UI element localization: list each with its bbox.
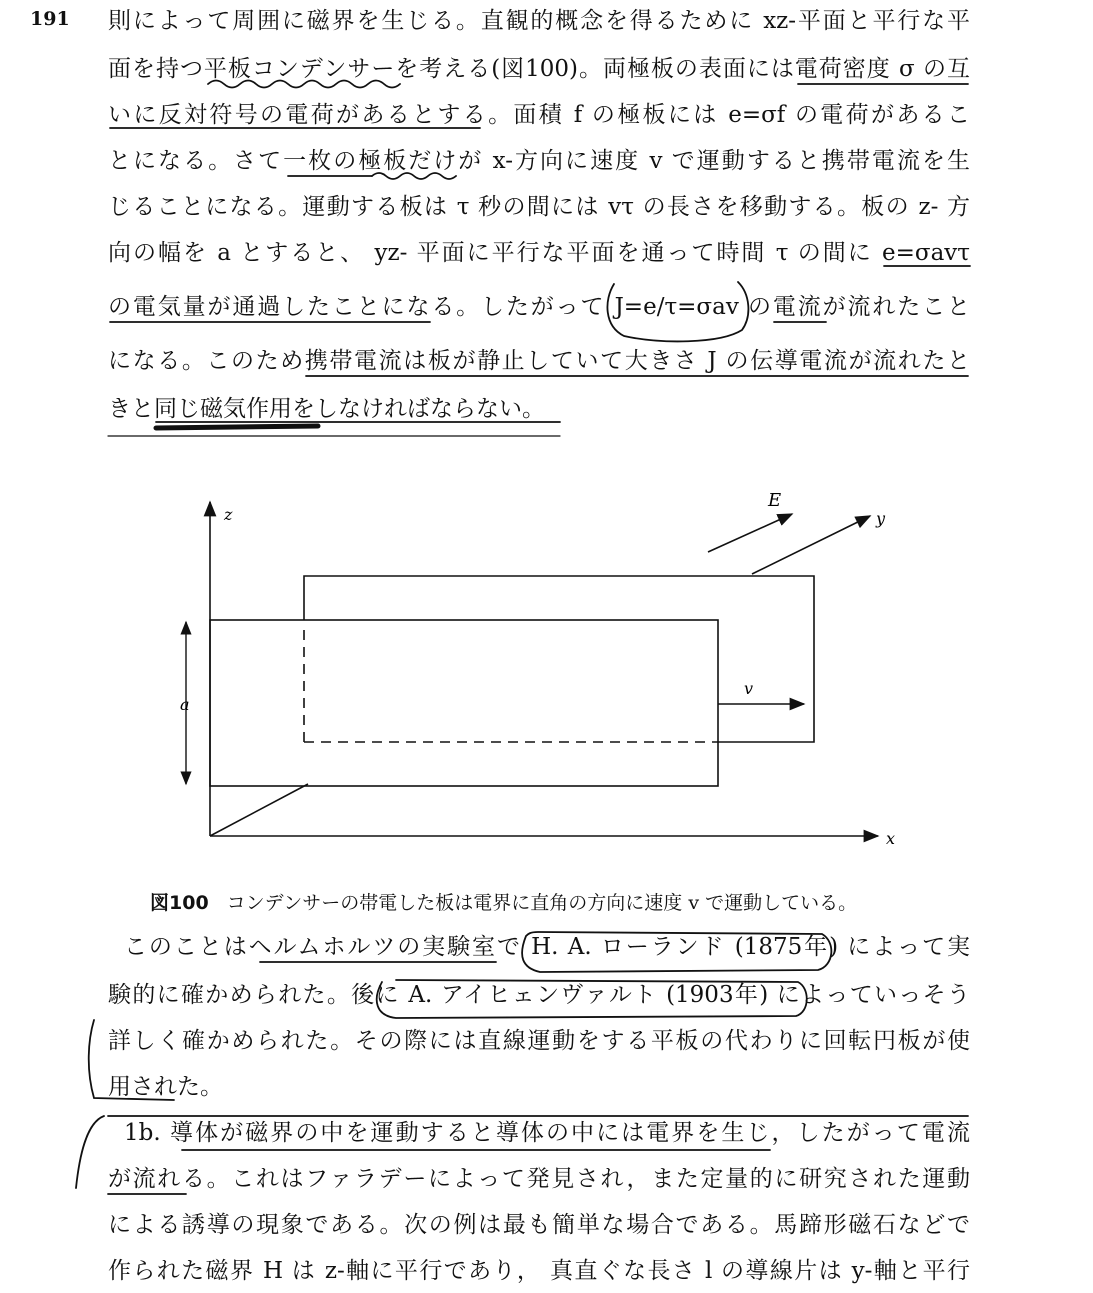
- margin-bracket: [76, 1116, 104, 1188]
- text-line: いに反対符号の電荷があるとする。面積 f の極板には e=σf の電荷があるこ: [108, 102, 970, 128]
- text-line: になる。このため携帯電流は板が静止していて大きさ J の伝導電流が流れたと: [108, 348, 970, 374]
- capacitor-diagram: [170, 480, 910, 860]
- capacitor-figure: [170, 480, 910, 864]
- text-line: とになる。さて一枚の極板だけが x-方向に速度 v で運動すると携帯電流を生: [108, 148, 970, 174]
- figure-caption: [150, 888, 857, 915]
- text-line: じることになる。運動する板は τ 秒の間には vτ の長さを移動する。板の z- 方: [108, 194, 970, 220]
- figure-caption-label: 図100: [150, 892, 209, 914]
- y-axis-label: y: [876, 509, 886, 528]
- velocity-label: v: [744, 679, 754, 698]
- text-line: 作られた磁界 H は z-軸に平行であり， 真直ぐな長さ l の導線片は y-軸と平行: [108, 1258, 970, 1284]
- z-axis-label: z: [224, 505, 233, 524]
- field-label: E: [768, 490, 782, 511]
- text-line: 向の幅を a とすると、 yz- 平面に平行な平面を通って時間 τ の間に e=σavτ: [108, 240, 970, 266]
- x-axis-label: x: [886, 829, 896, 848]
- text-line: 験的に確かめられた。後に A. アイヒェンヴァルト (1903年) によっていっそう: [108, 982, 970, 1008]
- text-line: このことはヘルムホルツの実験室で H. A. ローランド (1875年) によって実: [124, 934, 970, 960]
- text-line: 用された。: [108, 1074, 223, 1100]
- text-line: きと同じ磁気作用をしなければならない。: [108, 396, 545, 422]
- width-label: a: [180, 695, 190, 714]
- text-line: 面を持つ平板コンデンサーを考える(図100)。両極板の表面には電荷密度 σ の互: [108, 56, 970, 82]
- field-arrow: [708, 514, 792, 552]
- text-line: 則によって周囲に磁界を生じる。直観的概念を得るために xz-平面と平行な平: [108, 8, 970, 34]
- front-plate: [210, 620, 718, 786]
- text-line: の電気量が通過したことになる。したがって J=e/τ=σav の電流が流れたこと: [108, 294, 970, 320]
- text-line: 1b. 導体が磁界の中を運動すると導体の中には電界を生じ，したがって電流: [124, 1120, 970, 1146]
- figure-caption-text: コンデンサーの帯電した板は電界に直角の方向に速度 v で運動している。: [226, 892, 858, 914]
- page-number: 191: [30, 8, 70, 30]
- text-line: 詳しく確かめられた。その際には直線運動をする平板の代わりに回転円板が使: [108, 1028, 970, 1054]
- text-line: による誘導の現象である。次の例は最も簡単な場合である。馬蹄形磁石などで: [108, 1212, 970, 1238]
- underline-mark: [156, 426, 318, 428]
- text-line: が流れる。これはファラデーによって発見され，また定量的に研究された運動: [108, 1166, 970, 1192]
- back-plate: [304, 576, 814, 742]
- y-axis-lower: [210, 784, 308, 836]
